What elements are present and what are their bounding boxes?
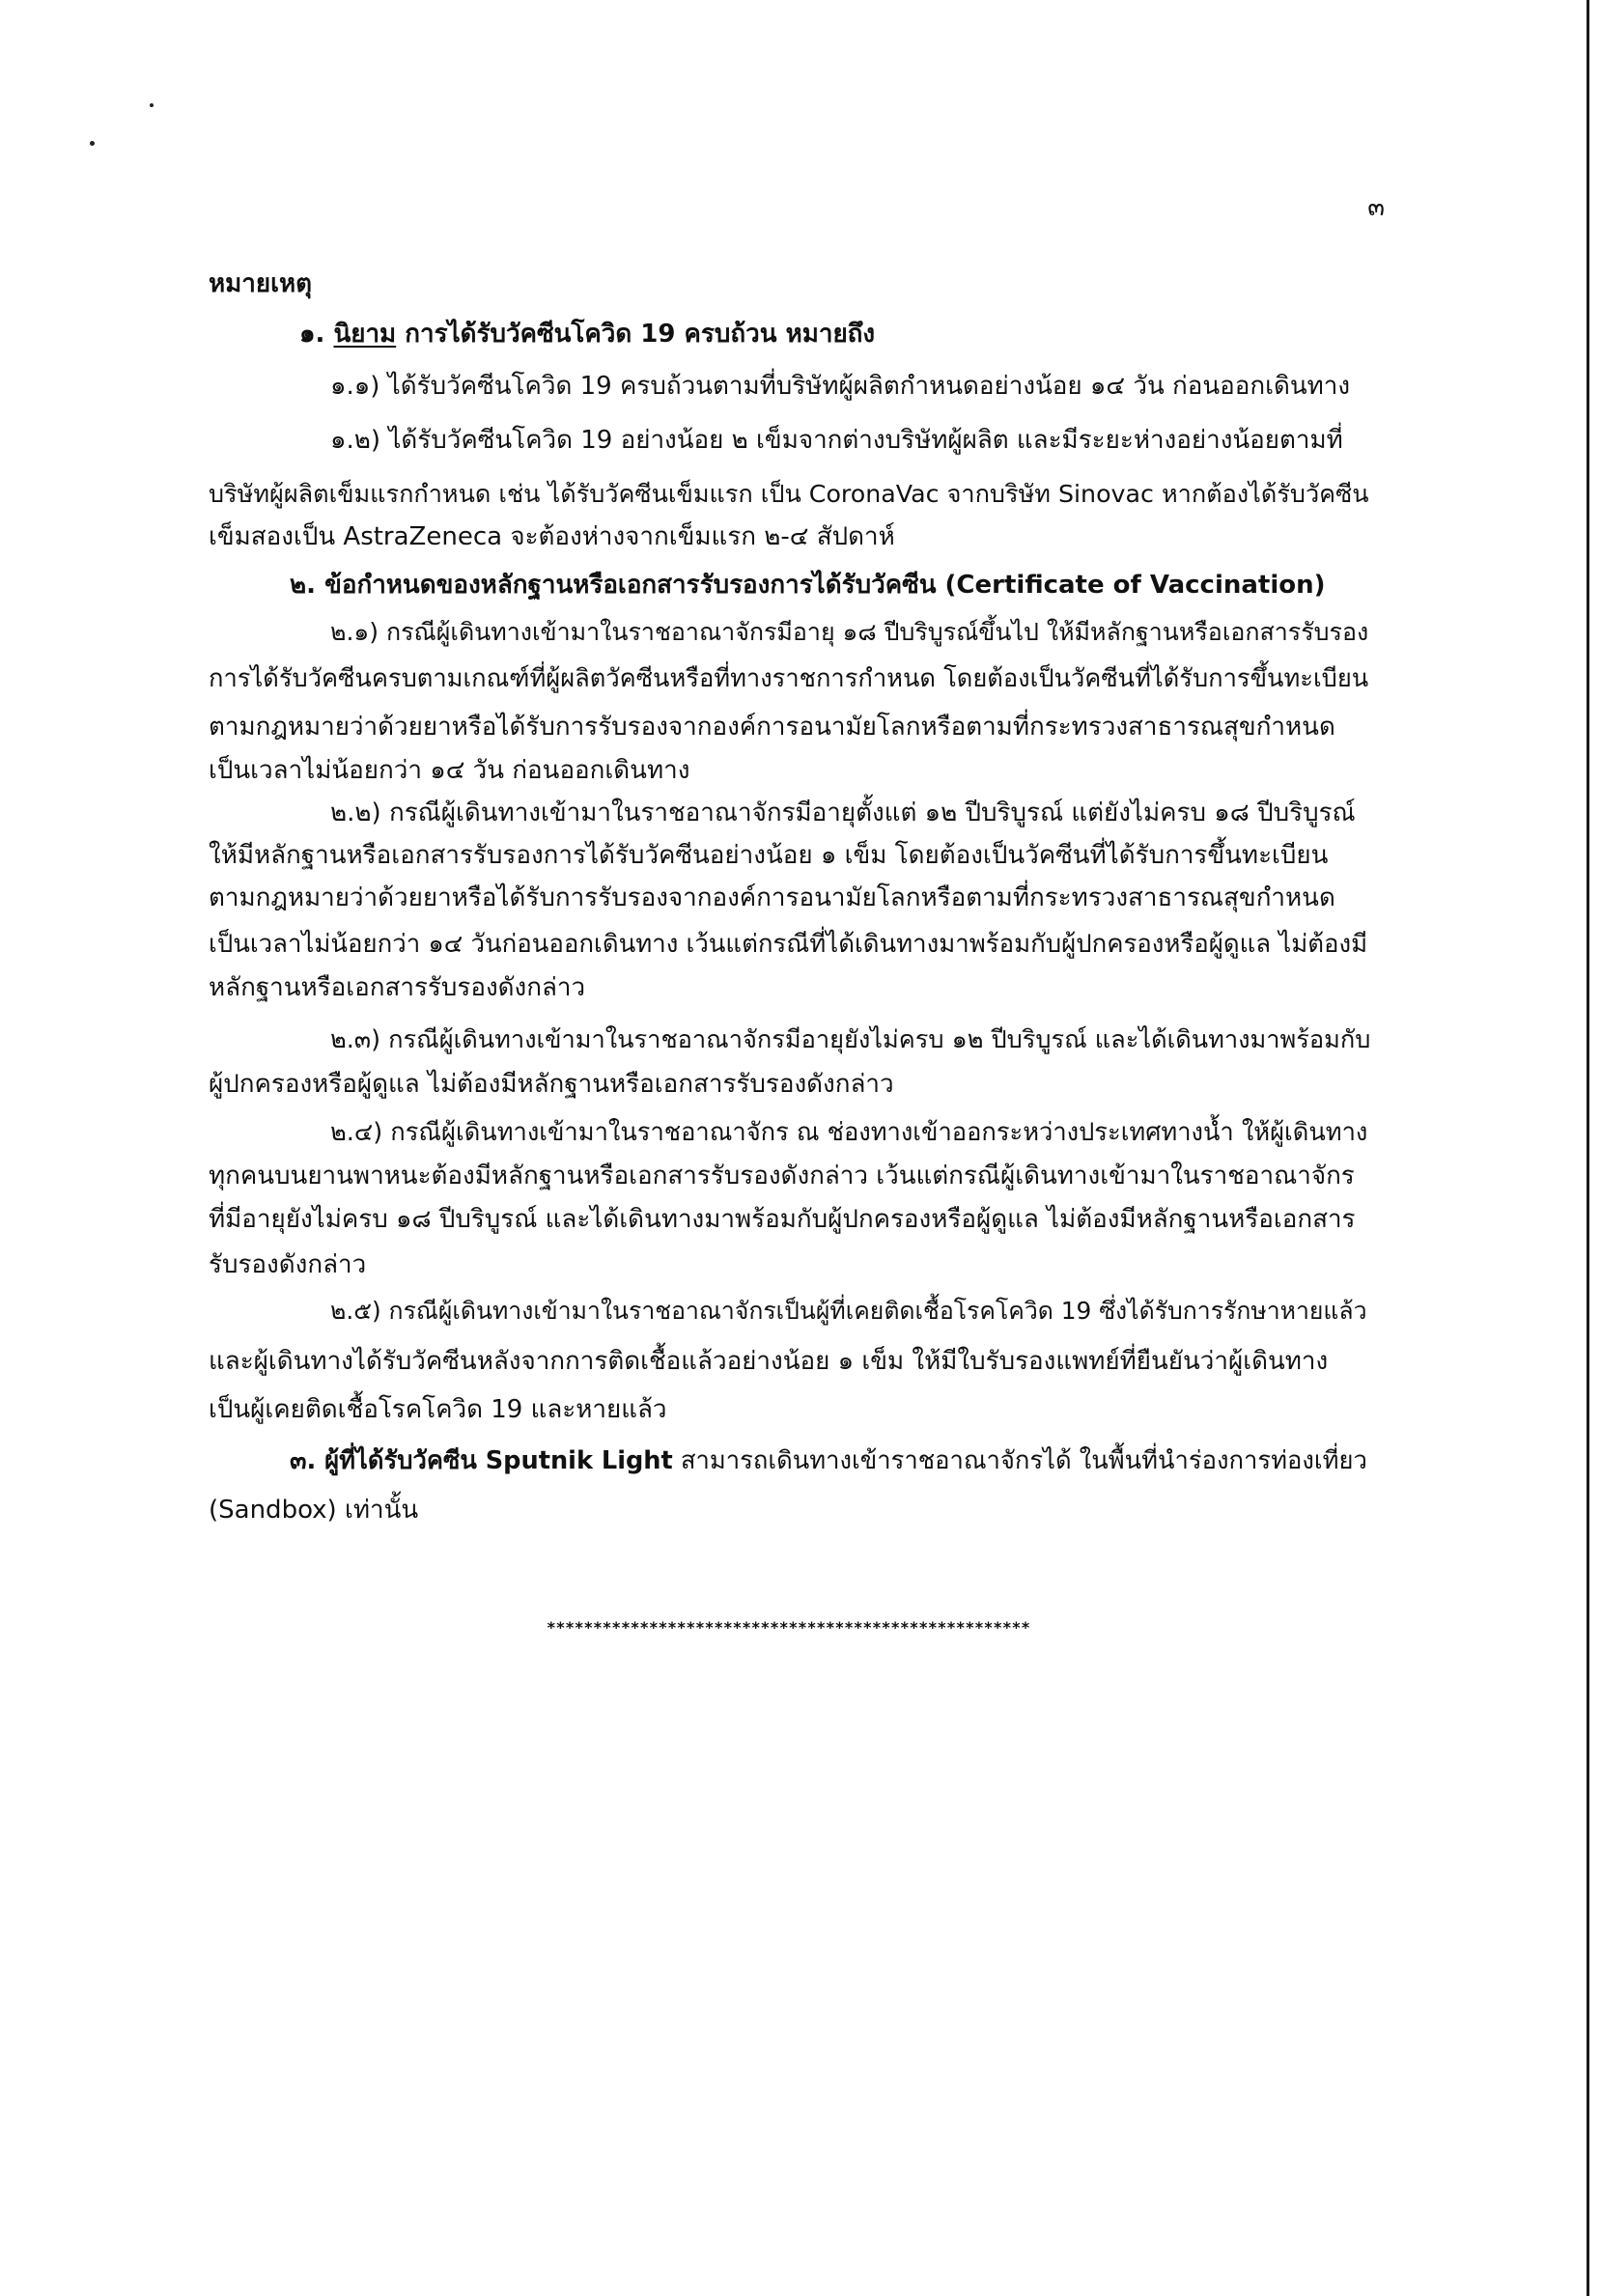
scan-speck <box>150 103 154 107</box>
section-3-line <box>290 1443 1367 1478</box>
section-2-item-2-line: เป็นเวลาไม่น้อยกว่า ๑๔ วันก่อนออกเดินทาง เว้นแต่กรณีที่ได้เดินทางมาพร้อมกับผู้ปกครองหรือผู้ดูแล ไม่ต้องมี <box>209 930 1368 959</box>
section-2-item-2-line: หลักฐานหรือเอกสารรับรองดังกล่าว <box>209 973 586 1002</box>
section-2-item-2-line: ๒.๒) กรณีผู้เดินทางเข้ามาในราชอาณาจักรมีอายุตั้งแต่ ๑๒ ปีบริบูรณ์ แต่ยังไม่ครบ ๑๘ ปีบริบูรณ์ <box>330 798 1356 827</box>
section-2-item-2-line: ตามกฎหมายว่าด้วยยาหรือได้รับการรับรองจากองค์การอนามัยโลกหรือตามที่กระทรวงสาธารณสุขกำหนด <box>209 883 1335 912</box>
section-1-item-2-line: บริษัทผู้ผลิตเข็มแรกกำหนด เช่น ได้รับวัคซีนเข็มแรก เป็น CoronaVac จากบริษัท Sinovac หากต้องได้รับวัคซีน <box>209 480 1369 508</box>
section-1-item-2-line: เข็มสองเป็น AstraZeneca จะต้องห่างจากเข็มแรก ๒-๔ สัปดาห์ <box>209 522 895 551</box>
scan-speck <box>90 141 95 146</box>
section-1-title: การได้รับวัคซีนโควิด 19 ครบถ้วน หมายถึง <box>405 320 876 349</box>
section-2-item-4-line: ๒.๔) กรณีผู้เดินทางเข้ามาในราชอาณาจักร ณ ช่องทางเข้าออกระหว่างประเทศทางน้ำ ให้ผู้เดินทาง <box>330 1118 1368 1147</box>
section-2-item-3-line: ๒.๓) กรณีผู้เดินทางเข้ามาในราชอาณาจักรมีอายุยังไม่ครบ ๑๒ ปีบริบูรณ์ และได้เดินทางมาพร้อมกับ <box>330 1024 1371 1053</box>
section-2-item-5-line: ๒.๕) กรณีผู้เดินทางเข้ามาในราชอาณาจักรเป็นผู้ที่เคยติดเชื้อโรคโควิด 19 ซึ่งได้รับการรักษาหายแล้ว <box>330 1297 1367 1325</box>
section-2-item-3-line: ผู้ปกครองหรือผู้ดูแล ไม่ต้องมีหลักฐานหรือเอกสารรับรองดังกล่าว <box>209 1070 894 1099</box>
section-2-item-5-line: และผู้เดินทางได้รับวัคซีนหลังจากการติดเชื้อแล้วอย่างน้อย ๑ เข็ม ให้มีใบรับรองแพทย์ที่ยืนยันว่าผู้เดินทาง <box>209 1347 1329 1376</box>
page-number: ๓ <box>1367 193 1385 222</box>
section-1-item-1: ๑.๑) ได้รับวัคซีนโควิด 19 ครบถ้วนตามที่บริษัทผู้ผลิตกำหนดอย่างน้อย ๑๔ วัน ก่อนออกเดินทาง <box>330 372 1351 401</box>
notes-heading: หมายเหตุ <box>209 269 313 298</box>
section-2-item-1-line: ๒.๑) กรณีผู้เดินทางเข้ามาในราชอาณาจักรมีอายุ ๑๘ ปีบริบูรณ์ขึ้นไป ให้มีหลักฐานหรือเอกสารรับรอง <box>330 618 1369 646</box>
section-2-item-2-line: ให้มีหลักฐานหรือเอกสารรับรองการได้รับวัคซีนอย่างน้อย ๑ เข็ม โดยต้องเป็นวัคซีนที่ได้รับการขึ้นทะเบียน <box>209 841 1329 870</box>
section-2-item-1-line: ตามกฎหมายว่าด้วยยาหรือได้รับการรับรองจากองค์การอนามัยโลกหรือตามที่กระทรวงสาธารณสุขกำหนด <box>209 713 1335 742</box>
section-2-item-4-line: รับรองดังกล่าว <box>209 1250 367 1279</box>
section-1-term: นิยาม <box>333 320 397 349</box>
section-2-item-1-line: เป็นเวลาไม่น้อยกว่า ๑๔ วัน ก่อนออกเดินทาง <box>209 756 690 785</box>
section-3-line-2: (Sandbox) เท่านั้น <box>209 1496 419 1525</box>
section-1-item-2-line: ๑.๒) ได้รับวัคซีนโควิด 19 อย่างน้อย ๒ เข็มจากต่างบริษัทผู้ผลิต และมีระยะห่างอย่างน้อยตามที่ <box>330 426 1343 455</box>
section-3-text: สามารถเดินทางเข้าราชอาณาจักรได้ ในพื้นที่นำร่องการท่องเที่ยว <box>672 1446 1367 1475</box>
section-1-number: ๑. <box>299 320 325 349</box>
section-3-heading: ๓. ผู้ที่ได้รับวัคซีน Sputnik Light <box>290 1446 673 1475</box>
section-1-heading <box>299 317 875 351</box>
section-2-item-5-line: เป็นผู้เคยติดเชื้อโรคโควิด 19 และหายแล้ว <box>209 1395 667 1424</box>
section-2-item-4-line: ทุกคนบนยานพาหนะต้องมีหลักฐานหรือเอกสารรับรองดังกล่าว เว้นแต่กรณีผู้เดินทางเข้ามาในราชอาณาจักร <box>209 1162 1355 1190</box>
section-2-item-1-line: การได้รับวัคซีนครบตามเกณฑ์ที่ผู้ผลิตวัคซีนหรือที่ทางราชการกำหนด โดยต้องเป็นวัคซีนที่ได้รับการขึ้นทะเบียน <box>209 664 1369 693</box>
end-marker: **************************************************** <box>547 1618 1030 1637</box>
scan-edge-line <box>1587 0 1589 2296</box>
section-2-heading: ๒. ข้อกำหนดของหลักฐานหรือเอกสารรับรองการได้รับวัคซีน (Certificate of Vaccination) <box>290 571 1326 600</box>
section-2-item-4-line: ที่มีอายุยังไม่ครบ ๑๘ ปีบริบูรณ์ และได้เดินทางมาพร้อมกับผู้ปกครองหรือผู้ดูแล ไม่ต้องมีหลักฐานหรือเอกสาร <box>209 1205 1356 1234</box>
